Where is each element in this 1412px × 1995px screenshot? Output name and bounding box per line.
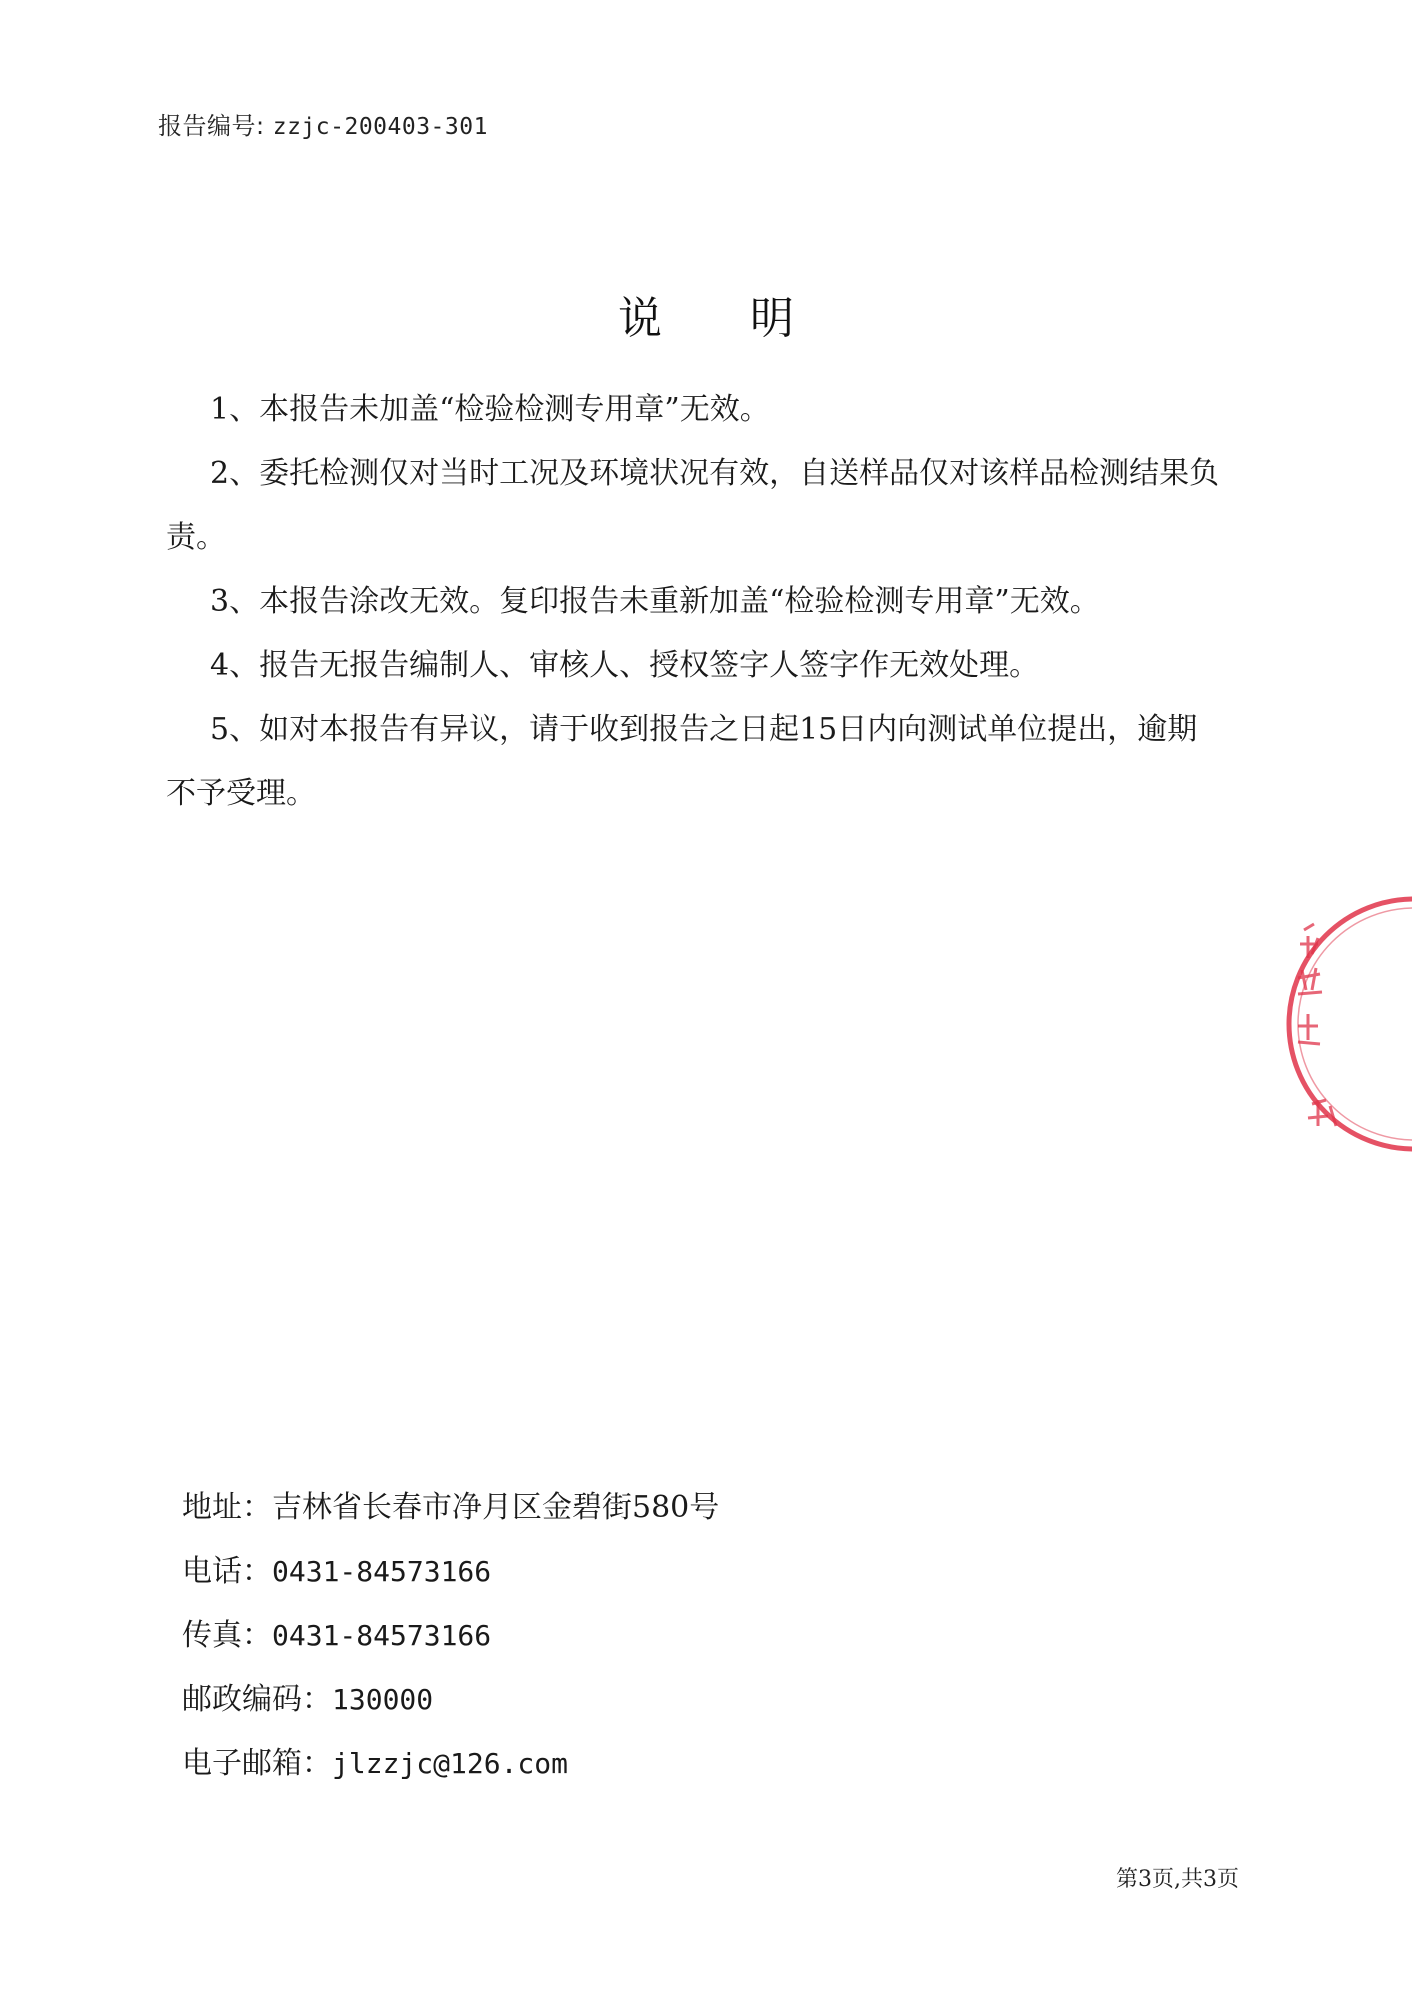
- note-item-5: 5、如对本报告有异议，请于收到报告之日起15日内向测试单位提出，逾期不予受理。: [166, 712, 1198, 811]
- contact-address: [182, 1476, 719, 1540]
- report-number: [158, 106, 488, 141]
- contact-fax: [182, 1604, 719, 1668]
- contact-postcode: [182, 1668, 719, 1732]
- seal-icon: [1268, 878, 1412, 1170]
- fax-label: 传真：: [182, 1618, 272, 1653]
- report-number-label: 报告编号:: [158, 112, 265, 140]
- postcode-value: 130000: [332, 1683, 434, 1716]
- note-item-1: 1、本报告未加盖“检验检测专用章”无效。: [210, 392, 770, 427]
- contact-info: [182, 1476, 719, 1796]
- phone-value: 0431-84573166: [272, 1555, 492, 1588]
- contact-phone: [182, 1540, 719, 1604]
- report-number-value: zzjc-200403-301: [272, 114, 488, 140]
- seal-characters: [1298, 924, 1336, 1126]
- address-label: 地址：: [182, 1490, 272, 1525]
- phone-label: 电话：: [182, 1554, 272, 1589]
- page-number: 第3页,共3页: [1116, 1867, 1239, 1892]
- email-value: jlzzjc@126.com: [332, 1747, 569, 1780]
- notes-list: [166, 378, 1224, 826]
- address-value: 吉林省长春市净月区金碧街580号: [272, 1490, 720, 1525]
- note-item-4: 4、报告无报告编制人、审核人、授权签字人签字作无效处理。: [210, 648, 1040, 683]
- official-seal-stamp: [1268, 878, 1412, 1170]
- fax-value: 0431-84573166: [272, 1619, 492, 1652]
- page-title: 说明: [618, 293, 882, 344]
- contact-email: [182, 1732, 719, 1796]
- postcode-label: 邮政编码：: [182, 1682, 332, 1717]
- note-item-2: 2、委托检测仅对当时工况及环境状况有效，自送样品仅对该样品检测结果负责。: [166, 456, 1220, 555]
- email-label: 电子邮箱：: [182, 1746, 332, 1781]
- note-item-3: 3、本报告涂改无效。复印报告未重新加盖“检验检测专用章”无效。: [210, 584, 1100, 619]
